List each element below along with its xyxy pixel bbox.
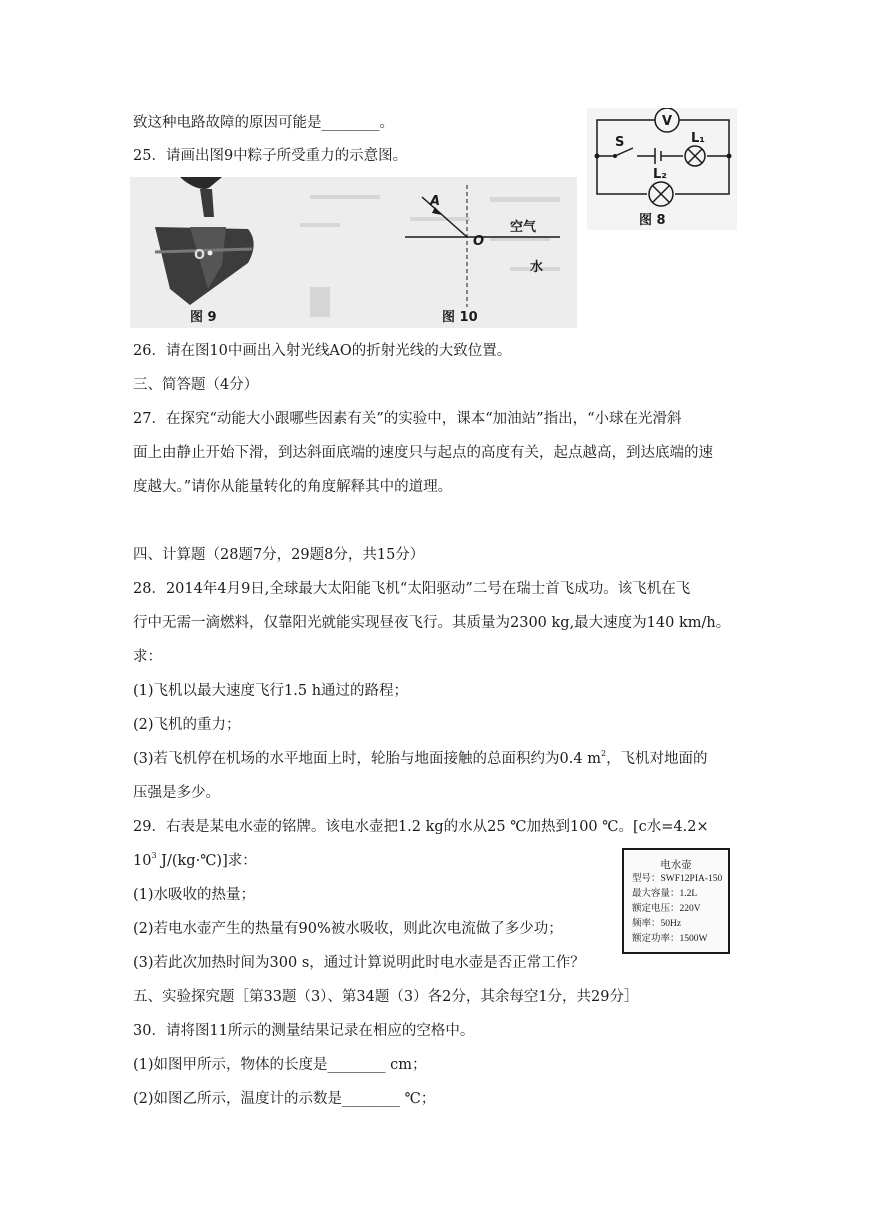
q28-part2: (2)飞机的重力； [133,717,241,733]
section-4-heading: 四、计算题（28题7分，29题8分，共15分） [133,547,425,563]
fig8-caption: 图 8 [639,213,666,228]
fig10-caption: 图 10 [442,310,478,325]
q28-part3-sup: 2 [600,749,607,758]
q28-part3-a: (3)若飞机停在机场的水平地面上时，轮胎与地面接触的总面积约为0.4 m [133,751,601,767]
q26-text: 26．请在图10中画出入射光线AO的折射光线的大致位置。 [133,343,512,359]
q28-part3-line2: 压强是多少。 [133,785,220,801]
q28-part3-b: ，飞机对地面的 [606,751,708,767]
q30-text: 30．请将图11所示的测量结果记录在相应的空格中。 [133,1023,475,1039]
q28-ask: 求： [133,649,162,665]
q29-line2-a: 10 [133,853,152,869]
nameplate-row-capacity: 最大容量：1.2L [632,889,698,899]
q28-part1: (1)飞机以最大速度飞行1.5 h通过的路程； [133,683,409,699]
q24-tail-text: 致这种电路故障的原因可能是________。 [133,115,394,131]
fig8-l1-label: L₁ [691,131,705,146]
nameplate-row-voltage: 额定电压：220V [632,904,701,914]
q29-part2: (2)若电水壶产生的热量有90%被水吸收，则此次电流做了多少功； [133,921,563,937]
q27-text-line3: 度越大。”请你从能量转化的角度解释其中的道理。 [133,479,453,495]
q29-line2-b: J/(kg·℃)]求： [156,853,257,869]
nameplate-row-power: 额定功率：1500W [632,934,708,944]
fig9-caption: 图 9 [190,310,217,325]
figure-8-circuit [587,108,737,230]
q25-text: 25．请画出图9中粽子所受重力的示意图。 [133,148,408,164]
q28-part3-line1 [133,749,708,769]
nameplate-title: 电水壶 [660,860,692,871]
fig8-l2-label: L₂ [653,167,667,182]
fig9-o-label: O [194,248,206,263]
fig10-water-label: 水 [530,260,544,275]
section-3-heading: 三、简答题（4分） [133,377,259,393]
fig10-air-label: 空气 [510,220,537,235]
q29-line2-sup: 3 [151,851,157,860]
q30-part1: (1)如图甲所示，物体的长度是________ cm； [133,1057,427,1073]
q27-text-line2: 面上由静止开始下滑，到达斜面底端的速度只与起点的高度有关，起点越高，到达底端的速 [133,445,713,461]
q30-part2: (2)如图乙所示，温度计的示数是________ ℃； [133,1091,436,1107]
q28-text-line1: 28．2014年4月9日,全球最大太阳能飞机“太阳驱动”二号在瑞士首飞成功。该飞机在飞 [133,581,691,597]
nameplate-row-model: 型号：SWF12PIA-150 [632,874,723,884]
fig10-o-label: O [473,234,485,249]
q29-part1: (1)水吸收的热量； [133,887,256,903]
q27-text-line1: 27．在探究“动能大小跟哪些因素有关”的实验中，课本“加油站”指出，“小球在光滑斜 [133,411,682,427]
q29-text-line1: 29．右表是某电水壶的铭牌。该电水壶把1.2 kg的水从25 ℃加热到100 ℃。[c水=4.2× [133,819,709,835]
q28-text-line2: 行中无需一滴燃料，仅靠阳光就能实现昼夜飞行。其质量为2300 kg,最大速度为140 km/h。 [133,615,731,631]
section-5-heading: 五、实验探究题［第33题（3）、第34题（3）各2分，其余每空1分，共29分］ [133,989,639,1005]
fig8-switch-label: S [615,135,625,150]
fig10-a-label: A [430,194,441,209]
q29-text-line2 [133,851,257,871]
figure-9-10-image [130,177,577,328]
fig8-voltmeter-label: V [662,114,673,129]
kettle-nameplate [622,848,730,954]
q29-part3: (3)若此次加热时间为300 s，通过计算说明此时电水壶是否正常工作？ [133,955,585,971]
nameplate-row-frequency: 频率：50Hz [632,919,682,929]
